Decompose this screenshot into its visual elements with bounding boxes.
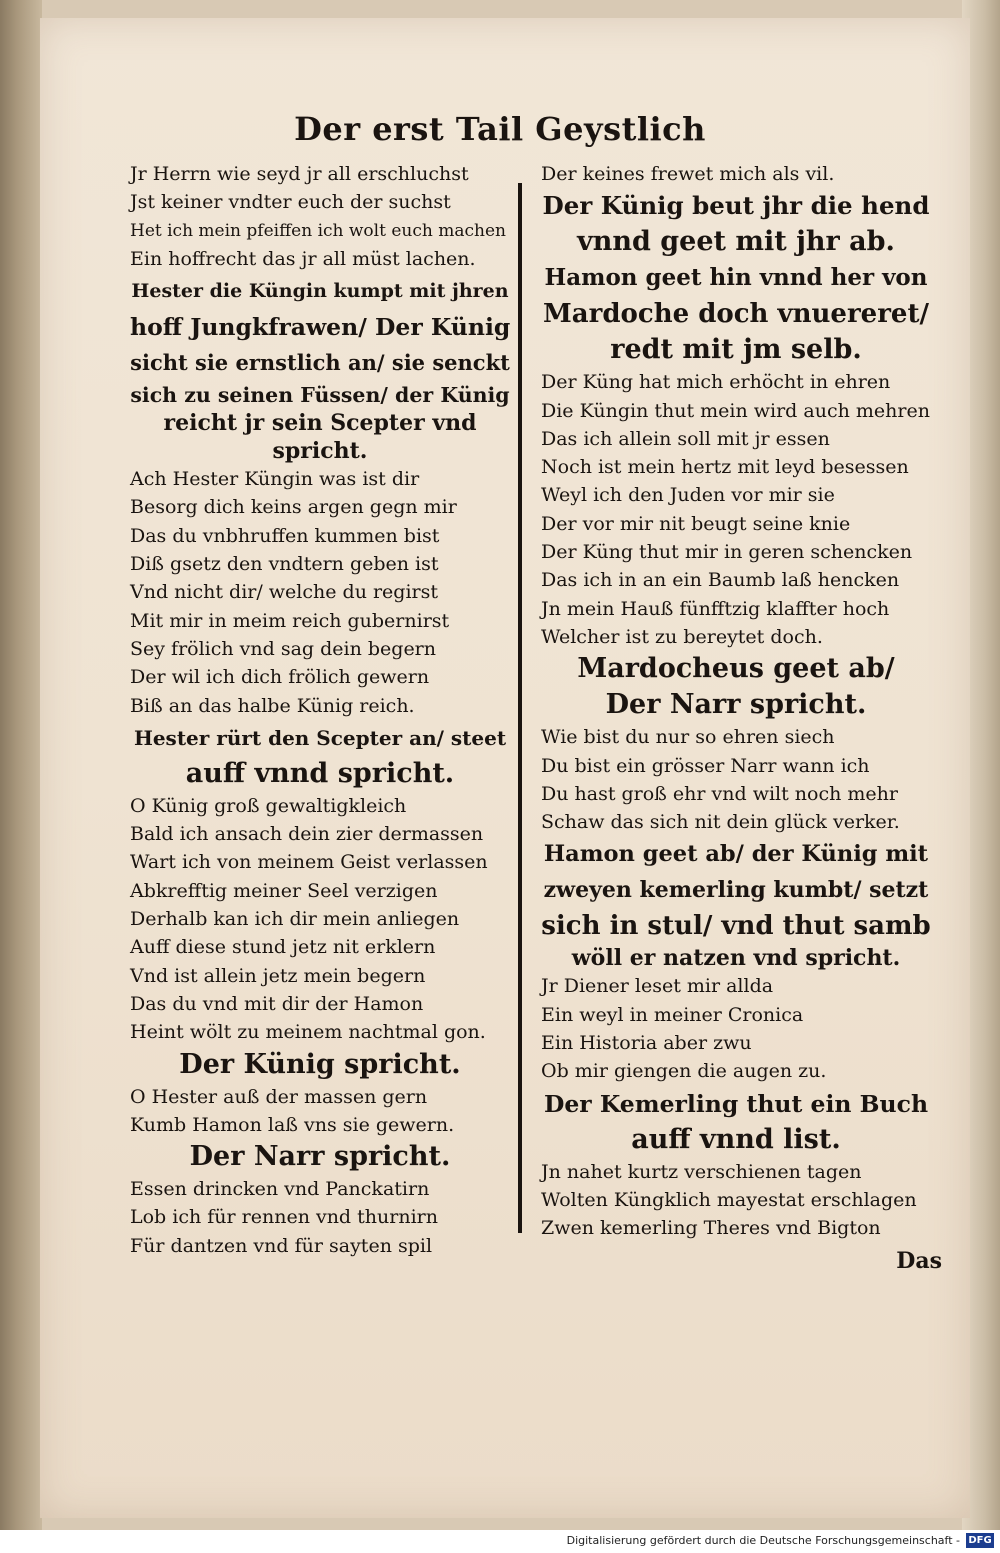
stage-direction: auff vnnd spricht. [185,757,455,789]
verse-line: Wart ich von meinem Geist verlassen [130,851,488,874]
stage-direction: sich in stul/ vnd thut samb [541,911,931,942]
verse-line: Jr Diener leset mir allda [541,975,774,998]
book-spine [0,0,42,1530]
stage-direction: redt mit jm selb. [610,334,862,366]
verse-line: Heint wölt zu meinem nachtmal gon. [130,1021,486,1044]
verse-line: Schaw das sich nit dein glück verker. [541,811,900,834]
stage-direction: Der Narr spricht. [189,1141,451,1173]
verse-line: Sey frölich vnd sag dein begern [130,637,437,660]
verse-line: Der Küng hat mich erhöcht in ehren [541,371,891,394]
verse-line: Ob mir giengen die augen zu. [541,1060,827,1083]
verse-line: Bald ich ansach dein zier dermassen [130,823,484,846]
verse-line: Ein hoffrecht das jr all müst lachen. [130,247,476,270]
footer-bar [0,1530,1000,1553]
verse-line: Kumb Hamon laß vns sie gewern. [130,1113,455,1136]
verse-line: Ein Historia aber zwu [541,1032,752,1055]
stage-direction: Der Narr spricht. [605,689,867,721]
verse-line: Das ich allein soll mit jr essen [541,427,830,450]
dfg-logo: DFG [966,1533,994,1548]
verse-line: Wolten Küngklich mayestat erschlagen [541,1188,917,1211]
verse-line: Biß an das halbe Künig reich. [130,694,415,717]
verse-line: Weyl ich den Juden vor mir sie [541,484,835,507]
verse-line: Diß gsetz den vndtern geben ist [130,553,439,576]
stage-direction: Hamon geet hin vnnd her von [544,264,928,292]
verse-line: Jst keiner vndter euch der suchst [130,191,451,214]
verse-line: Auff diese stund jetz nit erklern [130,936,436,959]
stage-direction: vnnd geet mit jhr ab. [577,226,895,258]
stage-direction: Hamon geet ab/ der Künig mit [543,841,929,868]
verse-line: Das du vnbhruffen kummen bist [130,524,440,547]
right-column [541,160,931,1243]
stage-direction: sich zu seinen Füssen/ der Künig [130,383,510,408]
stage-direction: Hester die Küngin kumpt mit jhren [131,280,509,303]
stage-direction: hoff Jungkfrawen/ Der Künig [130,313,511,342]
stage-direction: wöll er natzen vnd spricht. [571,945,901,972]
stage-direction: Hester rürt den Scepter an/ steet [133,725,507,750]
stage-direction: sicht sie ernstlich an/ sie senckt [130,350,510,376]
stage-direction: Der Künig spricht. [179,1048,461,1080]
stage-direction: auff vnnd list. [631,1123,841,1155]
verse-line: Het ich mein pfeiffen ich wolt euch machen [130,220,506,241]
stage-direction: Mardocheus geet ab/ [577,653,895,685]
verse-line: Wie bist du nur so ehren siech [541,726,835,749]
stage-direction: zweyen kemerling kumbt/ setzt [543,877,929,904]
verse-line: Ein weyl in meiner Cronica [541,1003,804,1026]
stage-direction: spricht. [272,438,368,465]
stage-direction: Der Kemerling thut ein Buch [543,1089,929,1118]
verse-line: Der wil ich dich frölich gewern [130,666,430,689]
verse-line: Der vor mir nit beugt seine knie [541,512,851,535]
catchword: Das [896,1248,942,1274]
stage-direction: Der Künig beut jhr die hend [542,191,930,221]
stage-direction: reicht jr sein Scepter vnd [163,410,477,437]
verse-line: Jr Herrn wie seyd jr all erschluchst [130,163,469,185]
verse-line: Für dantzen vnd für sayten spil [130,1234,433,1257]
verse-line: Mit mir in meim reich gubernirst [130,609,450,632]
verse-line: Noch ist mein hertz mit leyd besessen [541,456,909,479]
verse-line: O Hester auß der massen gern [130,1085,428,1108]
verse-line: Besorg dich keins argen gegn mir [130,496,457,519]
verse-line: Ach Hester Küngin was ist dir [130,468,420,491]
stage-direction: Mardoche doch vnuereret/ [543,299,929,330]
verse-line: Der Küng thut mir in geren schencken [541,541,913,564]
verse-line: Der keines frewet mich als vil. [541,163,835,185]
verse-line: Welcher ist zu bereytet doch. [541,625,823,648]
footer-credit: Digitalisierung gefördert durch die Deutsche Forschungsgemeinschaft - [566,1534,960,1547]
verse-line: Zwen kemerling Theres vnd Bigton [541,1217,881,1240]
verse-line: Vnd ist allein jetz mein begern [130,964,426,987]
verse-line: Das du vnd mit dir der Hamon [130,992,424,1015]
left-column [130,160,510,1260]
page-title: Der erst Tail Geystlich [294,110,706,148]
verse-line: Essen drincken vnd Panckatirn [130,1178,430,1201]
column-divider [518,183,522,1233]
verse-line: Derhalb kan ich dir mein anliegen [130,908,460,931]
verse-line: Die Küngin thut mein wird auch mehren [541,399,930,422]
verse-line: O Künig groß gewaltigkleich [130,794,407,817]
verse-line: Jn nahet kurtz verschienen tagen [541,1160,862,1183]
verse-line: Vnd nicht dir/ welche du regirst [130,581,439,604]
verse-line: Abkrefftig meiner Seel verzigen [130,879,438,902]
verse-line: Lob ich für rennen vnd thurnirn [130,1206,438,1229]
verse-line: Du bist ein grösser Narr wann ich [541,754,870,777]
verse-line: Das ich in an ein Baumb laß hencken [541,569,900,592]
verse-line: Du hast groß ehr vnd wilt noch mehr [541,782,898,805]
verse-line: Jn mein Hauß fünfftzig klaffter hoch [541,597,890,620]
